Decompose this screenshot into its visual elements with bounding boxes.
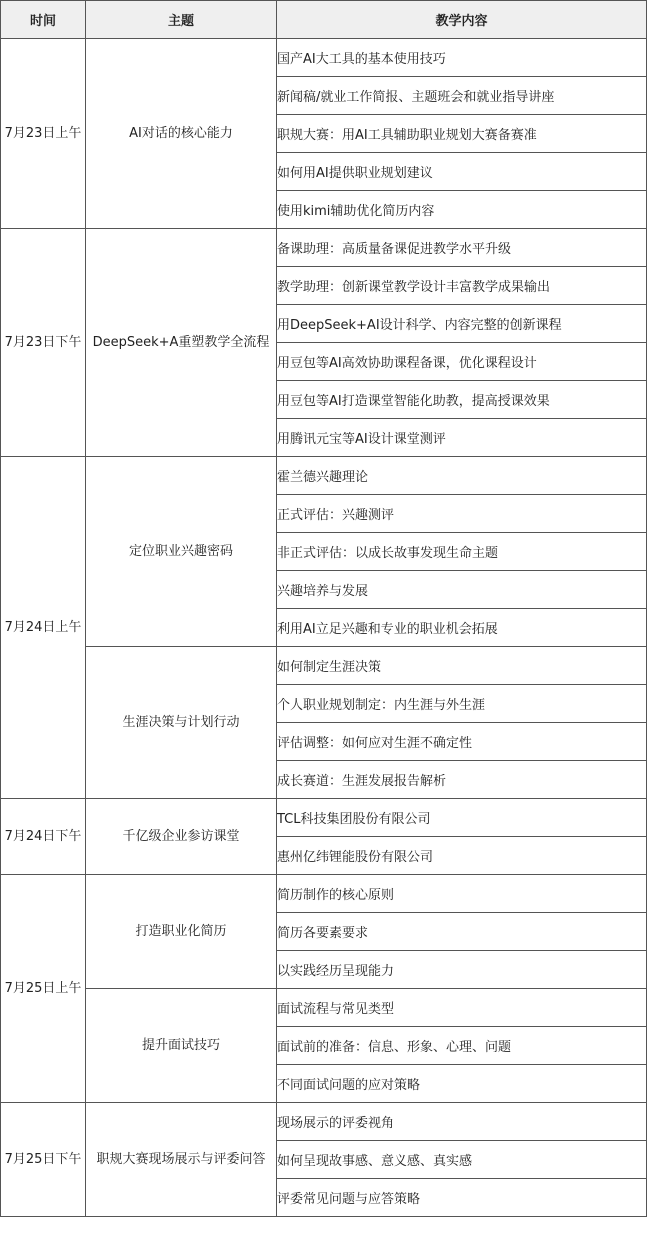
content-item-cell: 面试前的准备：信息、形象、心理、问题 <box>277 1027 647 1065</box>
table-row <box>1 1103 647 1141</box>
table-row <box>1 457 647 495</box>
schedule-body <box>1 39 647 1217</box>
content-item-cell: 以实践经历呈现能力 <box>277 951 647 989</box>
session-time-cell: 7月25日上午 <box>1 875 86 1103</box>
table-row <box>1 989 647 1027</box>
topic-cell: 提升面试技巧 <box>86 989 277 1103</box>
topic-cell: AI对话的核心能力 <box>86 39 277 229</box>
content-item-cell: 用腾讯元宝等AI设计课堂测评 <box>277 419 647 457</box>
content-item-cell: 面试流程与常见类型 <box>277 989 647 1027</box>
topic-cell: 打造职业化简历 <box>86 875 277 989</box>
header-topic: 主题 <box>86 1 277 39</box>
content-item-cell: 教学助理：创新课堂教学设计丰富教学成果输出 <box>277 267 647 305</box>
session-time-cell: 7月24日下午 <box>1 799 86 875</box>
content-item-cell: 非正式评估：以成长故事发现生命主题 <box>277 533 647 571</box>
table-row <box>1 875 647 913</box>
content-item-cell: 简历各要素要求 <box>277 913 647 951</box>
header-content: 教学内容 <box>277 1 647 39</box>
header-time: 时间 <box>1 1 86 39</box>
content-item-cell: 使用kimi辅助优化简历内容 <box>277 191 647 229</box>
content-item-cell: 职规大赛：用AI工具辅助职业规划大赛备赛准 <box>277 115 647 153</box>
content-item-cell: TCL科技集团股份有限公司 <box>277 799 647 837</box>
content-item-cell: 简历制作的核心原则 <box>277 875 647 913</box>
content-item-cell: 国产AI大工具的基本使用技巧 <box>277 39 647 77</box>
content-item-cell: 现场展示的评委视角 <box>277 1103 647 1141</box>
content-item-cell: 如何呈现故事感、意义感、真实感 <box>277 1141 647 1179</box>
topic-cell: 生涯决策与计划行动 <box>86 647 277 799</box>
content-item-cell: 评委常见问题与应答策略 <box>277 1179 647 1217</box>
content-item-cell: 用豆包等AI高效协助课程备课，优化课程设计 <box>277 343 647 381</box>
table-row <box>1 799 647 837</box>
session-time-cell: 7月25日下午 <box>1 1103 86 1217</box>
table-row <box>1 39 647 77</box>
content-item-cell: 惠州亿纬锂能股份有限公司 <box>277 837 647 875</box>
content-item-cell: 用DeepSeek+AI设计科学、内容完整的创新课程 <box>277 305 647 343</box>
content-item-cell: 如何制定生涯决策 <box>277 647 647 685</box>
content-item-cell: 备课助理：高质量备课促进教学水平升级 <box>277 229 647 267</box>
table-row <box>1 647 647 685</box>
session-time-cell: 7月24日上午 <box>1 457 86 799</box>
session-time-cell: 7月23日下午 <box>1 229 86 457</box>
session-time-cell: 7月23日上午 <box>1 39 86 229</box>
content-item-cell: 新闻稿/就业工作简报、主题班会和就业指导讲座 <box>277 77 647 115</box>
content-item-cell: 利用AI立足兴趣和专业的职业机会拓展 <box>277 609 647 647</box>
header-row <box>1 1 647 39</box>
content-item-cell: 正式评估：兴趣测评 <box>277 495 647 533</box>
topic-cell: 职规大赛现场展示与评委问答 <box>86 1103 277 1217</box>
table-row <box>1 229 647 267</box>
content-item-cell: 个人职业规划制定：内生涯与外生涯 <box>277 685 647 723</box>
content-item-cell: 霍兰德兴趣理论 <box>277 457 647 495</box>
content-item-cell: 评估调整：如何应对生涯不确定性 <box>277 723 647 761</box>
content-item-cell: 如何用AI提供职业规划建议 <box>277 153 647 191</box>
content-item-cell: 兴趣培养与发展 <box>277 571 647 609</box>
topic-cell: 定位职业兴趣密码 <box>86 457 277 647</box>
content-item-cell: 用豆包等AI打造课堂智能化助教，提高授课效果 <box>277 381 647 419</box>
topic-cell: DeepSeek+A重塑教学全流程 <box>86 229 277 457</box>
content-item-cell: 成长赛道：生涯发展报告解析 <box>277 761 647 799</box>
topic-cell: 千亿级企业参访课堂 <box>86 799 277 875</box>
content-item-cell: 不同面试问题的应对策略 <box>277 1065 647 1103</box>
